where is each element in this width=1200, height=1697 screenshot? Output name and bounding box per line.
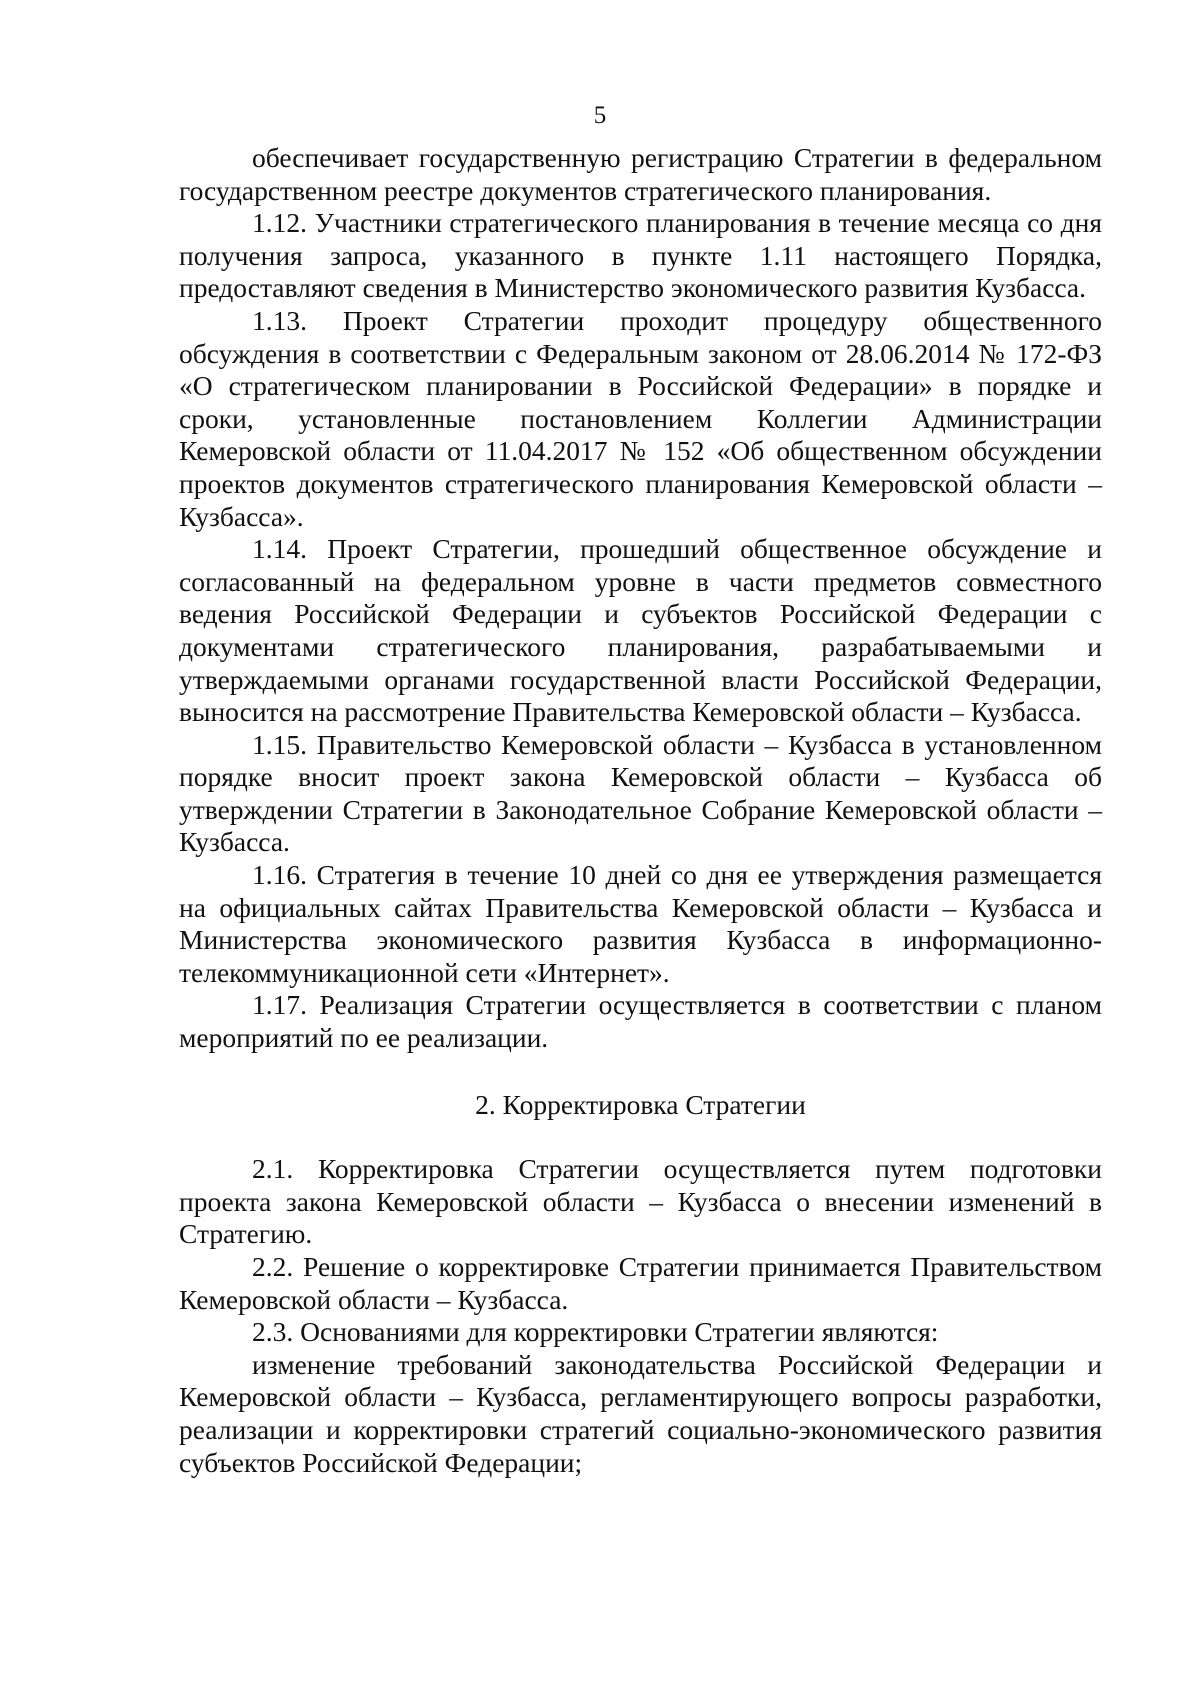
paragraph-2-2: 2.2. Решение о корректировке Стратегии принимается Правительством Кемеровской области – Кузбасса. — [179, 1251, 1102, 1315]
section-heading: 2. Корректировка Стратегии — [475, 1088, 806, 1120]
paragraph-2-3: 2.3. Основаниями для корректировки Стратегии являются: — [252, 1316, 939, 1348]
paragraph-1-16: 1.16. Стратегия в течение 10 дней со дня ее утверждения размещается на официальных сайтах Правительства Кемеровской области – Кузбасса и Министерства экономического развития Кузбасса в информационно-телекоммуникационной сети «Интернет». — [179, 859, 1102, 988]
paragraph-1-14: 1.14. Проект Стратегии, прошедший общественное обсуждение и согласованный на федеральном уровне в части предметов совместного ведения Российской Федерации и субъектов Российской Федерации с документами стратегического планирования, разрабатываемыми и утверждаемыми органами государственной власти Российской Федерации, выносится на рассмотрение Правительства Кемеровской области – Кузбасса. — [179, 533, 1102, 728]
paragraph-2-1: 2.1. Корректировка Стратегии осуществляется путем подготовки проекта закона Кемеровской области – Кузбасса о внесении изменений в Стратегию. — [179, 1153, 1102, 1250]
paragraph-1-17: 1.17. Реализация Стратегии осуществляется в соответствии с планом мероприятий по ее реализации. — [179, 989, 1102, 1054]
document-body — [179, 142, 1102, 1479]
paragraph-1-12: 1.12. Участники стратегического планирования в течение месяца со дня получения запроса, указанного в пункте 1.11 настоящего Порядка, предоставляют сведения в Министерство экономического развития Кузбасса. — [179, 207, 1102, 304]
paragraph-legislation-change: изменение требований законодательства Российской Федерации и Кемеровской области – Кузбасса, регламентирующего вопросы разработки, реализации и корректировки стратегий социально-экономического развития субъектов Российской Федерации; — [179, 1348, 1102, 1478]
paragraph-registration: обеспечивает государственную регистрацию Стратегии в федеральном государственном реестре документов стратегического планирования. — [179, 142, 1102, 206]
paragraph-1-13: 1.13. Проект Стратегии проходит процедуру общественного обсуждения в соответствии с Федеральным законом от 28.06.2014 № 172-ФЗ «О стратегическом планировании в Российской Федерации» в порядке и сроки, установленные постановлением Коллегии Администрации Кемеровской области от 11.04.2017 № 152 «Об общественном обсуждении проектов документов стратегического планирования Кемеровской области – Кузбасса». — [179, 304, 1102, 532]
page-number: 5 — [593, 102, 607, 129]
paragraph-1-15: 1.15. Правительство Кемеровской области – Кузбасса в установленном порядке вносит проект закона Кемеровской области – Кузбасса об утверждении Стратегии в Законодательное Собрание Кемеровской области – Кузбасса. — [179, 728, 1102, 858]
